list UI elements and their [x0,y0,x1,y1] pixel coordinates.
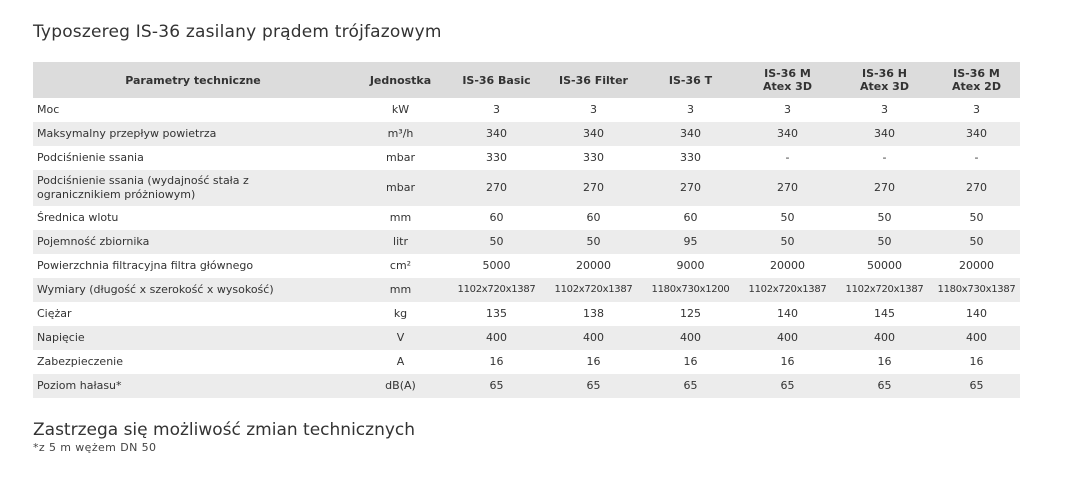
value-cell: 60 [642,206,739,230]
unit-cell: cm² [353,254,448,278]
param-line1: Podciśnienie ssania (wydajność stała z [37,174,249,187]
value-cell: 65 [836,374,933,398]
value-cell: 50 [836,230,933,254]
value-cell: 20000 [545,254,642,278]
header-model-5 [836,62,933,98]
disclaimer-note: Zastrzega się możliwość zmian technicznych [33,420,416,440]
value-cell: 1180x730x1387 [933,278,1020,302]
value-cell: - [836,146,933,170]
param-cell: Zabezpieczenie [33,350,353,374]
value-cell: 340 [545,122,642,146]
unit-cell: dB(A) [353,374,448,398]
table-header-row [33,62,1020,98]
value-cell: 270 [739,170,836,206]
value-cell: 50 [545,230,642,254]
value-cell: 9000 [642,254,739,278]
header-model-1: IS-36 Basic [448,62,545,98]
unit-cell: mm [353,206,448,230]
header-model-3: IS-36 T [642,62,739,98]
table-row [33,122,1020,146]
value-cell: 5000 [448,254,545,278]
header-model-6-line2: Atex 2D [952,80,1001,93]
value-cell: 270 [642,170,739,206]
value-cell: 3 [448,98,545,122]
param-cell: Napięcie [33,326,353,350]
value-cell: 145 [836,302,933,326]
value-cell: 16 [642,350,739,374]
header-model-5-line1: IS-36 H [862,67,907,80]
unit-cell: mbar [353,146,448,170]
param-cell: Powierzchnia filtracyjna filtra głównego [33,254,353,278]
table-row [33,98,1020,122]
value-cell: 16 [448,350,545,374]
page-title: Typoszereg IS-36 zasilany prądem trójfazowym [33,22,442,42]
table-row [33,326,1020,350]
value-cell: 340 [836,122,933,146]
header-model-4 [739,62,836,98]
value-cell: 330 [448,146,545,170]
value-cell: 400 [545,326,642,350]
header-model-6 [933,62,1020,98]
value-cell: 50 [739,206,836,230]
value-cell: 16 [545,350,642,374]
value-cell: 50 [739,230,836,254]
value-cell: 400 [739,326,836,350]
header-unit: Jednostka [353,62,448,98]
param-cell: Ciężar [33,302,353,326]
footnote: *z 5 m wężem DN 50 [33,441,157,454]
table-row [33,206,1020,230]
table-row [33,302,1020,326]
param-cell: Średnica wlotu [33,206,353,230]
value-cell: 400 [933,326,1020,350]
header-model-4-line2: Atex 3D [763,80,812,93]
table-row [33,254,1020,278]
unit-cell: mm [353,278,448,302]
unit-cell: A [353,350,448,374]
param-cell: Podciśnienie ssania [33,146,353,170]
value-cell: 1102x720x1387 [836,278,933,302]
unit-cell: V [353,326,448,350]
specs-table [33,62,1020,398]
header-model-2: IS-36 Filter [545,62,642,98]
param-cell: Wymiary (długość x szerokość x wysokość) [33,278,353,302]
value-cell: 16 [739,350,836,374]
value-cell: 50 [448,230,545,254]
value-cell: 400 [642,326,739,350]
value-cell: 65 [545,374,642,398]
value-cell: 20000 [739,254,836,278]
value-cell: 330 [642,146,739,170]
header-model-6-line1: IS-36 M [953,67,1000,80]
value-cell: 3 [836,98,933,122]
value-cell: 270 [545,170,642,206]
value-cell: 50 [933,230,1020,254]
value-cell: 65 [739,374,836,398]
unit-cell: kg [353,302,448,326]
unit-cell: kW [353,98,448,122]
value-cell: 16 [933,350,1020,374]
value-cell: 3 [545,98,642,122]
table-row [33,374,1020,398]
value-cell: 125 [642,302,739,326]
value-cell: 140 [739,302,836,326]
table-row [33,170,1020,206]
param-line2: ogranicznikiem próżniowym) [37,188,196,201]
header-model-5-line2: Atex 3D [860,80,909,93]
value-cell: 60 [545,206,642,230]
value-cell: 340 [448,122,545,146]
unit-cell: mbar [353,170,448,206]
param-cell: Poziom hałasu* [33,374,353,398]
value-cell: 65 [642,374,739,398]
value-cell: 60 [448,206,545,230]
value-cell: - [739,146,836,170]
value-cell: 50 [836,206,933,230]
value-cell: 340 [642,122,739,146]
header-model-4-line1: IS-36 M [764,67,811,80]
value-cell: 270 [448,170,545,206]
value-cell: 1102x720x1387 [545,278,642,302]
value-cell: 340 [739,122,836,146]
value-cell: 340 [933,122,1020,146]
value-cell: 65 [448,374,545,398]
value-cell: 3 [739,98,836,122]
table-row [33,146,1020,170]
param-cell [33,170,353,206]
value-cell: 3 [933,98,1020,122]
value-cell: - [933,146,1020,170]
value-cell: 138 [545,302,642,326]
value-cell: 20000 [933,254,1020,278]
unit-cell: m³/h [353,122,448,146]
param-cell: Moc [33,98,353,122]
value-cell: 140 [933,302,1020,326]
value-cell: 330 [545,146,642,170]
param-cell: Maksymalny przepływ powietrza [33,122,353,146]
value-cell: 400 [836,326,933,350]
param-cell: Pojemność zbiornika [33,230,353,254]
value-cell: 270 [933,170,1020,206]
value-cell: 1102x720x1387 [739,278,836,302]
unit-cell: litr [353,230,448,254]
value-cell: 65 [933,374,1020,398]
table-row [33,350,1020,374]
value-cell: 400 [448,326,545,350]
header-param: Parametry techniczne [33,62,353,98]
value-cell: 16 [836,350,933,374]
value-cell: 3 [642,98,739,122]
value-cell: 270 [836,170,933,206]
value-cell: 1102x720x1387 [448,278,545,302]
value-cell: 50 [933,206,1020,230]
table-row [33,278,1020,302]
value-cell: 1180x730x1200 [642,278,739,302]
value-cell: 50000 [836,254,933,278]
value-cell: 95 [642,230,739,254]
value-cell: 135 [448,302,545,326]
table-row [33,230,1020,254]
